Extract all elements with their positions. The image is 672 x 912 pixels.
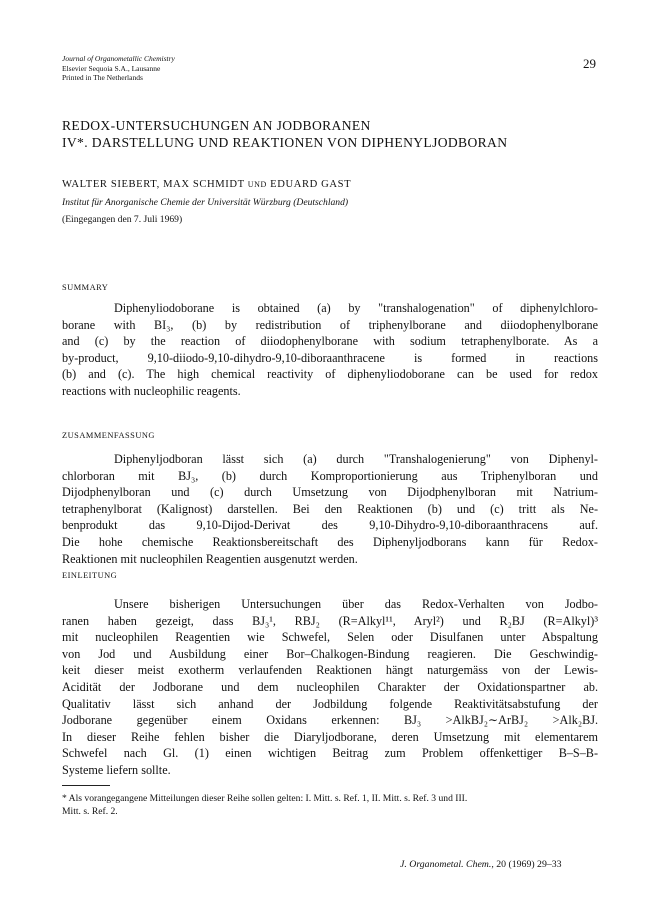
- zusammenfassung-line: chlorboran mit BJ₃, (b) durch Komproportionierung aus Triphenylboran und: [62, 468, 598, 483]
- institute-affiliation: Institut für Anorganische Chemie der Universität Würzburg (Deutschland): [62, 197, 349, 208]
- author-list: [62, 179, 351, 190]
- summary-line: reactions with nucleophilic reagents.: [62, 383, 241, 398]
- authors-part-1: WALTER SIEBERT, MAX SCHMIDT: [62, 179, 248, 190]
- einleitung-line: keit dieser meist exotherm verlaufenden Reaktionen hängt naturgemäss von der Lewis-: [62, 663, 598, 678]
- title-line-1: REDOX-UNTERSUCHUNGEN AN JODBORANEN: [62, 118, 371, 133]
- authors-und: UND: [247, 180, 267, 189]
- summary-line: Diphenyliodoborane is obtained (a) by "transhalogenation" of diphenylchloro-: [114, 301, 598, 315]
- authors-part-2: EDUARD GAST: [266, 179, 352, 190]
- zusammenfassung-line: Diphenyljodboran lässt sich (a) durch "Transhalogenierung" von Diphenyl-: [114, 452, 598, 466]
- summary-line: (b) and (c). The high chemical reactivity of diphenyliodoborane can be used for redox: [62, 367, 598, 382]
- zusammenfassung-line: Dijodphenylboran und (c) durch Umsetzung von Dijodphenylboran mit Natrium-: [62, 485, 598, 500]
- einleitung-paragraph: [62, 596, 598, 779]
- einleitung-line: Schwefel nach Gl. (1) einen wichtigen Beitrag zum Problem offenkettiger B–S–B-: [62, 746, 598, 761]
- journal-header: [62, 54, 175, 83]
- einleitung-line: von Jod und Ausbildung einer Bor–Chalkogen-Bindung reagieren. Die Geschwindig-: [62, 646, 598, 661]
- printed-line: Printed in The Netherlands: [62, 73, 143, 82]
- zusammenfassung-heading: ZUSAMMENFASSUNG: [62, 431, 155, 440]
- footnote-line-1: * Als vorangegangene Mitteilungen dieser Reihe sollen gelten: I. Mitt. s. Ref. 1, II. Mitt. s. Ref. 3 und III.: [62, 793, 468, 804]
- summary-line: borane with BI₃, (b) by redistribution of triphenylborane and diiodophenylborane: [62, 317, 598, 332]
- einleitung-heading: EINLEITUNG: [62, 571, 118, 580]
- page-number: 29: [583, 56, 596, 71]
- einleitung-line: Qualitativ lässt sich anhand der Jodbildung folgende Reaktivitätsabstufung der: [62, 696, 598, 711]
- title-line-2: IV*. DARSTELLUNG UND REAKTIONEN VON DIPHENYLJODBORAN: [62, 135, 508, 150]
- citation-journal: J. Organometal. Chem.: [400, 859, 492, 870]
- einleitung-line: Unsere bisherigen Untersuchungen über das Redox-Verhalten von Jodbo-: [114, 597, 598, 611]
- einleitung-line: In dieser Reihe fehlen bisher die Diaryljodborane, deren Umsetzung mit elementarem: [62, 729, 598, 744]
- publisher-line: Elsevier Sequoia S.A., Lausanne: [62, 63, 161, 73]
- einleitung-line: ranen haben gezeigt, dass BJ₃¹, RBJ₂ (R=Alkyl¹¹, Aryl²) und R₂BJ (R=Alkyl)³: [62, 613, 598, 628]
- einleitung-line: mit nucleophilen Reagentien wie Schwefel, Selen oder Disulfanen unter Abspaltung: [62, 630, 598, 645]
- zusammenfassung-line: benprodukt das 9,10-Dijod-Derivat des 9,10-Dihydro-9,10-diboraanthracens auf.: [62, 518, 598, 533]
- summary-paragraph: [62, 300, 598, 400]
- zusammenfassung-line: tetraphenylborat (Kalignost) darstellen. Bei den Reaktionen (b) und (c) tritt als Ne-: [62, 501, 598, 516]
- einleitung-line: Jodborane gegenüber einem Oxidans erkennen: BJ₃ >AlkBJ₂∼ArBJ₂ >Alk₂BJ.: [62, 713, 598, 728]
- summary-heading: SUMMARY: [62, 283, 109, 292]
- zusammenfassung-line: Die hohe chemische Reaktionsbereitschaft des Diphenyljodborans kann für Redox-: [62, 534, 598, 549]
- footnote: [62, 793, 598, 818]
- journal-name: Journal of Organometallic Chemistry: [62, 54, 175, 63]
- footnote-line-2: Mitt. s. Ref. 2.: [62, 805, 118, 817]
- einleitung-line: Acidität der Jodborane und dem nucleophilen Charakter der Oxidationspartner ab.: [62, 679, 598, 694]
- summary-line: and (c) by the reaction of diiodophenylborane with sodium tetraphenylborate. As a: [62, 334, 598, 349]
- journal-citation: [400, 859, 562, 870]
- zusammenfassung-line: Reaktionen mit nucleophilen Reagentien ausgenutzt werden.: [62, 551, 358, 566]
- zusammenfassung-paragraph: [62, 451, 598, 567]
- einleitung-line: Systeme liefern sollte.: [62, 762, 171, 777]
- received-date: (Eingegangen den 7. Juli 1969): [62, 214, 183, 225]
- footnote-rule: [62, 785, 110, 786]
- citation-rest: , 20 (1969) 29–33: [491, 859, 562, 870]
- summary-line: by-product, 9,10-diiodo-9,10-dihydro-9,10-diboraanthracene is formed in reactions: [62, 350, 598, 365]
- article-title: [62, 117, 507, 151]
